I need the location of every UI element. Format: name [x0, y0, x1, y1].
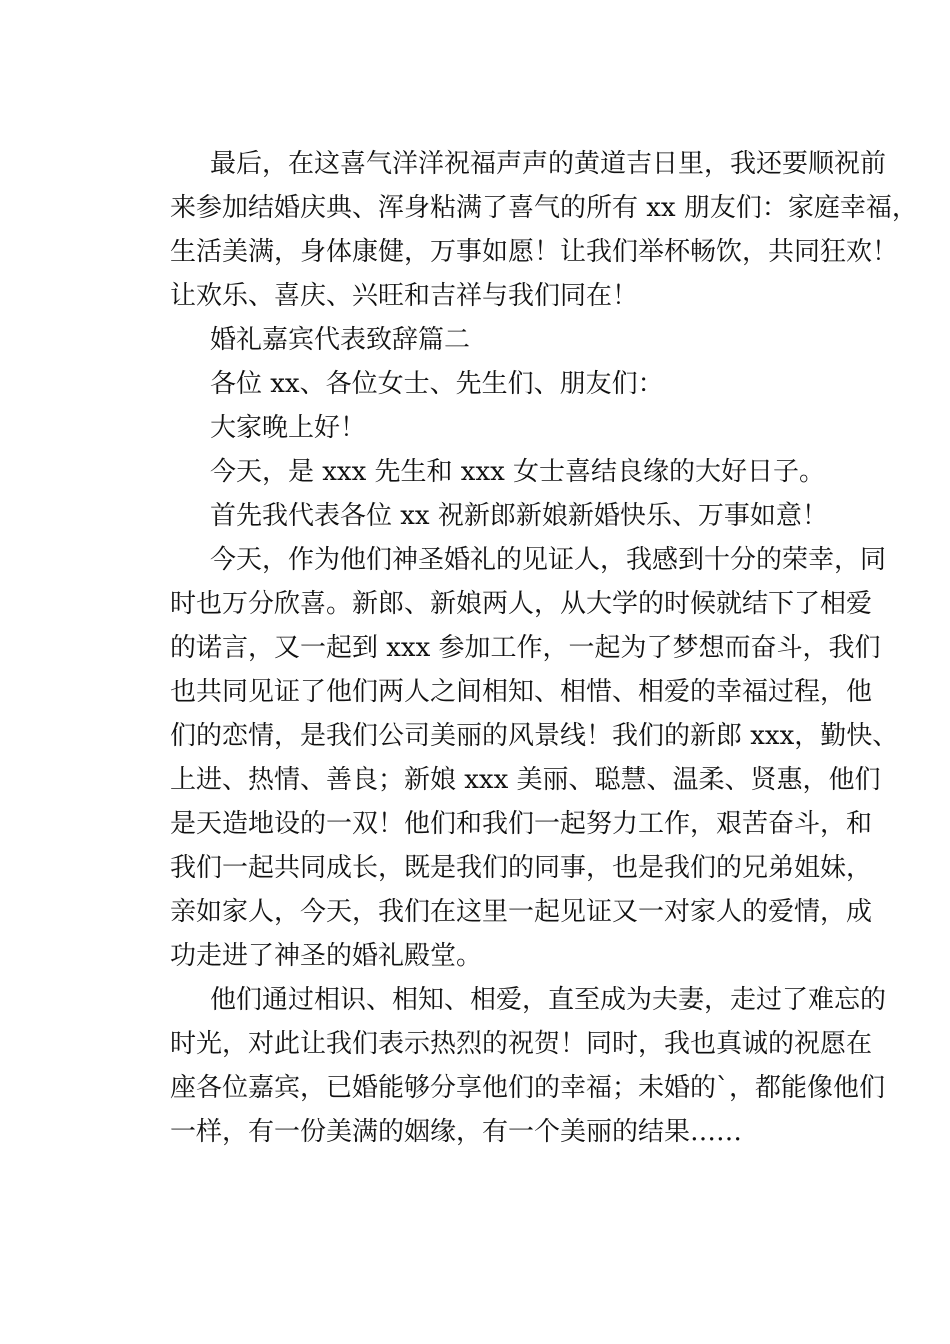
paragraph-witness [118, 538, 899, 978]
text-line: 最后，在这喜气洋洋祝福声声的黄道吉日里，我还要顺祝前 [210, 149, 887, 179]
text-line: 座各位嘉宾，已婚能够分享他们的幸福；未婚的`，都能像他们 [170, 1073, 886, 1103]
text-line: 时光，对此让我们表示热烈的祝贺！同时，我也真诚的祝愿在 [170, 1029, 873, 1059]
text-line: 是天造地设的一双！他们和我们一起努力工作，艰苦奋斗，和 [170, 809, 873, 839]
paragraph-wishes [118, 978, 887, 1154]
paragraph-occasion [118, 450, 832, 494]
text-line: 亲如家人，今天，我们在这里一起见证又一对家人的爱情，成 [170, 897, 873, 927]
text-line: 来参加结婚庆典、浑身粘满了喜气的所有 xx 朋友们：家庭幸福， [170, 193, 918, 223]
text-line: 大家晚上好！ [210, 413, 367, 443]
text-line: 的诺言，又一起到 xxx 参加工作，一起为了梦想而奋斗，我们 [170, 633, 881, 663]
document-body [118, 142, 918, 1154]
text-line: 时也万分欣喜。新郎、新娘两人，从大学的时候就结下了相爱 [170, 589, 873, 619]
text-line: 一样，有一份美满的姻缘，有一个美丽的结果…… [170, 1117, 743, 1147]
text-line: 生活美满，身体康健，万事如愿！让我们举杯畅饮，共同狂欢！ [170, 237, 899, 267]
text-line: 们的恋情，是我们公司美丽的风景线！我们的新郎 xxx，勤快、 [170, 721, 899, 751]
text-line: 婚礼嘉宾代表致辞篇二 [210, 325, 471, 355]
text-line: 首先我代表各位 xx 祝新郎新娘新婚快乐、万事如意！ [210, 501, 828, 531]
text-line: 功走进了神圣的婚礼殿堂。 [170, 941, 483, 971]
text-line: 今天，作为他们神圣婚礼的见证人，我感到十分的荣幸，同 [210, 545, 887, 575]
text-line: 各位 xx、各位女士、先生们、朋友们： [210, 369, 664, 399]
section-heading [118, 318, 832, 362]
paragraph-congratulation [118, 494, 832, 538]
text-line: 让欢乐、喜庆、兴旺和吉祥与我们同在！ [170, 281, 639, 311]
text-line: 他们通过相识、相知、相爱，直至成为夫妻，走过了难忘的 [210, 985, 887, 1015]
salutation [118, 362, 832, 406]
text-line: 今天，是 xxx 先生和 xxx 女士喜结良缘的大好日子。 [210, 457, 826, 487]
text-line: 上进、热情、善良；新娘 xxx 美丽、聪慧、温柔、贤惠，他们 [170, 765, 881, 795]
text-line: 也共同见证了他们两人之间相知、相惜、相爱的幸福过程，他 [170, 677, 873, 707]
text-line: 我们一起共同成长，既是我们的同事，也是我们的兄弟姐妹， [170, 853, 873, 883]
greeting [118, 406, 832, 450]
paragraph-closing-blessing [118, 142, 918, 318]
